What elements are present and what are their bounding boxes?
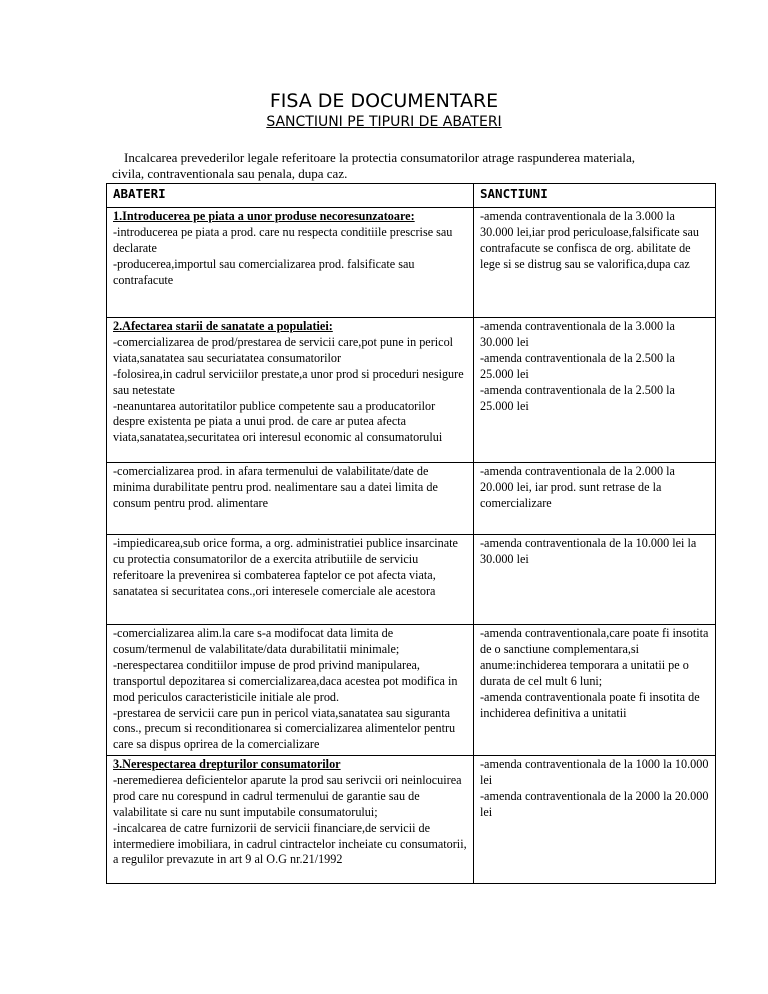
- abatere-text: -introducerea pe piata a prod. care nu respecta conditiile prescrise sau declarate: [113, 224, 453, 255]
- sanctiune-text: -amenda contraventionala,care poate fi insotita de o sanctiune complementara,si anume:inchiderea temporara a unitatii pe o durata de cel mult 6 luni;: [480, 626, 709, 688]
- sanctiuni-cell: [474, 535, 716, 625]
- header-sanctiuni: SANCTIUNI: [474, 184, 716, 208]
- sanctiune-text: -amenda contraventionala de la 2000 la 20.000 lei: [480, 788, 709, 819]
- abatere-text: -comercializarea de prod/prestarea de servicii care,pot pune in pericol viata,sanatatea sau securiatatea consumatorilor: [113, 334, 454, 365]
- section-heading: 1.Introducerea pe piata a unor produse necoresunzatoare:: [113, 209, 415, 223]
- abatere-text: -producerea,importul sau comercializarea prod. falsificate sau contrafacute: [113, 256, 415, 287]
- abateri-cell: [107, 756, 474, 884]
- abatere-text: -comercializarea prod. in afara termenului de valabilitate/date de minima durabilitate pentru prod. nealimentare sau a datei limita de consum pentru prod. alimentare: [113, 464, 438, 510]
- abatere-text: -prestarea de servicii care pun in pericol viata,sanatatea sau siguranta cons., precum si reconditionarea si comercializarea alimentelor pentru care sa dispus oprirea de la comercializare: [113, 705, 456, 752]
- sanctiune-text: -amenda contraventionala de la 1000 la 10.000 lei: [480, 757, 709, 787]
- abatere-text: -incalcarea de catre furnizorii de servicii financiare,de servicii de intermediere imobiliara, in cadrul cintractelor incheiate cu consumatorii, a regulilor prevazute in art 9 al O.G nr.21/1992: [113, 820, 467, 867]
- sanctiune-text: -amenda contraventionala de la 10.000 lei la 30.000 lei: [480, 536, 697, 566]
- page-title: FISA DE DOCUMENTARE: [269, 90, 499, 112]
- section-heading: 2.Afectarea starii de sanatate a populatiei:: [113, 319, 333, 333]
- table-row: [107, 463, 716, 535]
- abatere-text: -neremedierea deficientelor aparute la prod sau serivcii ori neinlocuirea prod care nu corespund in cadrul termenului de garantie sau de valabilitate si care nu sunt imputabile consumatorului;: [113, 772, 462, 819]
- abatere-text: -impiedicarea,sub orice forma, a org. administratiei publice insarcinate cu protectia consumatorilor de a exercita atributiile de serviciu referitoare la prevenirea si combaterea faptelor ce pot afecta viata, sanatatea si securitatea cons.,ori interesele comerciale ale acestora: [113, 536, 458, 598]
- sanctiuni-cell: [474, 318, 716, 463]
- abateri-cell: [107, 625, 474, 756]
- abateri-cell: [107, 535, 474, 625]
- sanctiuni-cell: [474, 463, 716, 535]
- sanctiune-text: -amenda contraventionala de la 3.000 la 30.000 lei,iar prod periculoase,falsificate sau contrafacute se confisca de org. abilitate de lege si se distrug sau se valorifica,dupa caz: [480, 209, 699, 271]
- sanctiune-text: -amenda contraventionala poate fi insotita de inchiderea definitiva a unitatii: [480, 689, 700, 720]
- sanctiune-text: -amenda contraventionala de la 2.000 la 20.000 lei, iar prod. sunt retrase de la comercializare: [480, 464, 675, 510]
- sanctions-table: [106, 183, 716, 884]
- abateri-cell: [107, 318, 474, 463]
- abateri-cell: [107, 463, 474, 535]
- header-abateri: ABATERI: [107, 184, 474, 208]
- sanctiune-text: -amenda contraventionala de la 2.500 la 25.000 lei: [480, 382, 675, 413]
- table-row: [107, 318, 716, 463]
- table-row: [107, 535, 716, 625]
- table-row: [107, 208, 716, 318]
- sanctiuni-cell: [474, 756, 716, 884]
- page-subtitle: SANCTIUNI PE TIPURI DE ABATERI: [266, 114, 502, 130]
- sanctiuni-cell: [474, 208, 716, 318]
- table-header-row: [107, 184, 716, 208]
- abatere-text: -folosirea,in cadrul serviciilor prestate,a unor prod si proceduri nesigure sau netestate: [113, 366, 464, 397]
- abatere-text: -nerespectarea conditiilor impuse de prod privind manipularea, transportul depozitarea si comercializarea,daca acestea pot modifica in mod periculos caracteristicile initiale ale prod.: [113, 657, 458, 704]
- sanctiune-text: -amenda contraventionala de la 2.500 la 25.000 lei: [480, 350, 675, 381]
- sanctiune-text: -amenda contraventionala de la 3.000 la 30.000 lei: [480, 319, 675, 349]
- sanctiuni-cell: [474, 625, 716, 756]
- abatere-text: -neanuntarea autoritatilor publice competente sau a producatorilor despre existenta pe piata a unui prod. de care ar putea afecta viata,sanatatea,securitatea ori interesul economic al consumatorului: [113, 398, 443, 445]
- intro-paragraph: Incalcarea prevederilor legale referitoare la protectia consumatorilor atrage raspunderea materiala, civila, contraventionala sau penala, dupa caz.: [112, 150, 636, 181]
- abatere-text: -comercializarea alim.la care s-a modifocat data limita de cosum/termenul de valabilitate/data durabilitatii minimale;: [113, 626, 400, 656]
- abateri-cell: [107, 208, 474, 318]
- table-row: [107, 625, 716, 756]
- section-heading: 3.Nerespectarea drepturilor consumatorilor: [113, 757, 341, 771]
- table-row: [107, 756, 716, 884]
